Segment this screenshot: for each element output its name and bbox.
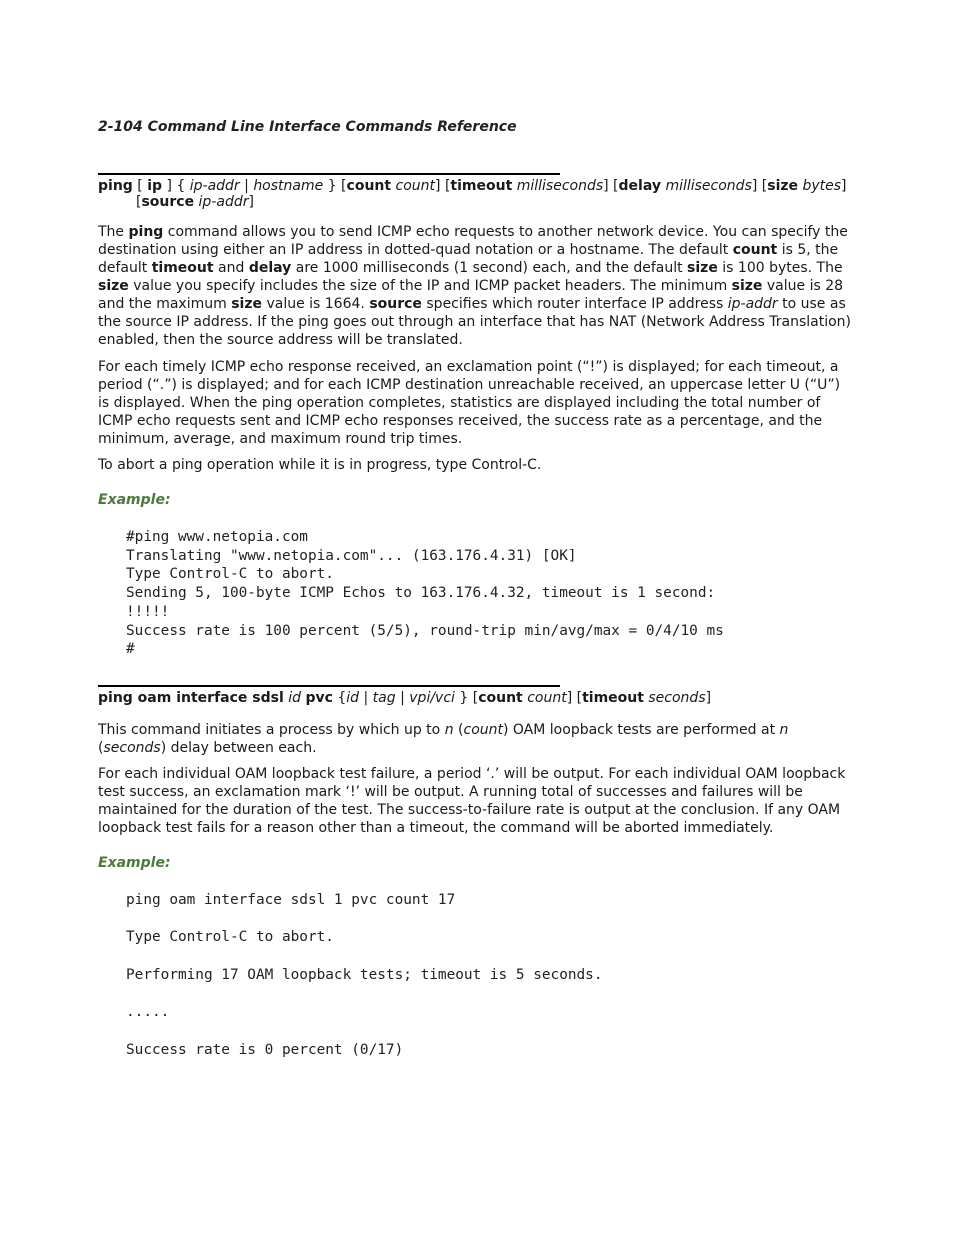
kw-delay: delay [618, 178, 661, 194]
syntax-text: ] [248, 194, 254, 210]
syntax-text: | [359, 690, 373, 706]
syntax-text: ] [ [751, 178, 768, 194]
var-count: count [395, 178, 436, 194]
code-line: ..... [126, 1004, 170, 1021]
ping-oam-description [98, 721, 854, 757]
syntax-text: ] [841, 178, 847, 194]
code-line: ping oam interface sdsl 1 pvc count 17 [126, 892, 456, 908]
text: and [213, 260, 249, 276]
ping-oam-output-description: For each individual OAM loopback test failure, a period ‘.’ will be output. For each individual OAM loopback test success, an exclamation mark ‘!’ will be output. A running total of successes and failures will be maintained for the duration of the test. The success-to-failure rate is output at the conclusion. If any OAM loopback test fails for a reason other than a timeout, the command will be aborted immediately. [98, 766, 846, 836]
var-vpi-vci: vpi/vci [409, 690, 455, 706]
text: to use as the source IP address. If the ping goes out through an interface that has NAT (Network Address Translation) enabled, then the source address will be translated. [98, 296, 852, 348]
syntax-text: [ [136, 194, 142, 210]
code-line: #ping www.netopia.com [126, 529, 308, 545]
text: ( [98, 740, 104, 756]
syntax-text: | [239, 178, 254, 194]
text: value is 1664. [262, 296, 370, 312]
text: value you specify includes the size of the IP and ICMP packet headers. The minimum [128, 278, 732, 294]
code-line: Translating "www.netopia.com"... (163.176.4.31) [OK] [126, 547, 577, 564]
text: value is 28 and the maximum [98, 278, 844, 312]
code-line: Sending 5, 100-byte ICMP Echos to 163.176.4.32, timeout is 1 second: [126, 585, 716, 602]
example-label: Example: [98, 492, 171, 508]
var-id: id [346, 690, 360, 706]
var: ip-addr [727, 296, 778, 312]
syntax-text: ] [ [603, 178, 619, 194]
kw: source [369, 296, 422, 312]
kw: size [687, 260, 718, 276]
code-line: Success rate is 100 percent (5/5), round-trip min/avg/max = 0/4/10 ms [126, 622, 724, 639]
ping-syntax [98, 178, 854, 210]
var-hostname: hostname [253, 178, 324, 194]
kw: size [731, 278, 763, 294]
section-rule [98, 173, 560, 175]
code-line: !!!!! [126, 603, 170, 620]
ping-oam-syntax [98, 690, 854, 706]
syntax-text: { [332, 690, 347, 706]
kw-ip: ip [147, 178, 163, 194]
var: n [444, 722, 454, 738]
kw-pvc: pvc [305, 690, 333, 706]
kw-timeout: timeout [450, 178, 513, 194]
example-label: Example: [98, 855, 171, 871]
var-tag: tag [372, 690, 396, 706]
syntax-text: ] [705, 690, 712, 706]
code-line: Type Control-C to abort. [126, 566, 334, 583]
text: This command initiates a process by which up to [98, 722, 445, 738]
var: n [779, 722, 789, 738]
text: ) OAM loopback tests are performed at [503, 722, 780, 738]
ping-abort-note: To abort a ping operation while it is in progress, type Control-C. [98, 457, 542, 473]
kw: count [732, 242, 778, 258]
ping-syntax-line-2 [98, 194, 854, 210]
text: specifies which router interface IP address [421, 296, 728, 312]
var-milliseconds: milliseconds [516, 178, 604, 194]
syntax-text: | [395, 690, 410, 706]
ping-example-code [126, 528, 724, 659]
kw: ping oam interface sdsl [98, 690, 284, 706]
syntax-text: } [ [454, 690, 479, 706]
var-count: count [527, 690, 567, 706]
page-header: 2-104 Command Line Interface Commands Reference [98, 119, 517, 135]
kw-count: count [478, 690, 523, 706]
text: is 100 bytes. The [717, 260, 843, 276]
kw-timeout: timeout [582, 690, 644, 706]
text: are 1000 milliseconds (1 second) each, and the default [291, 260, 688, 276]
kw: delay [248, 260, 292, 276]
kw: timeout [151, 260, 214, 276]
section-rule [98, 685, 560, 687]
var-ip-addr: ip-addr [189, 178, 240, 194]
var-id: id [288, 690, 301, 706]
syntax-text: } [ [323, 178, 347, 194]
kw-ping: ping [98, 178, 133, 194]
syntax-text: ] [ [435, 178, 451, 194]
code-line: Success rate is 0 percent (0/17) [126, 1041, 404, 1058]
code-line: Performing 17 OAM loopback tests; timeout is 5 seconds. [126, 966, 603, 983]
ping-syntax-line-1 [98, 178, 854, 194]
ping-description [98, 223, 854, 349]
kw: size [98, 278, 129, 294]
code-line: Type Control-C to abort. [126, 929, 334, 946]
kw: ping [128, 224, 164, 240]
ping-output-description: For each timely ICMP echo response received, an exclamation point (“!”) is displayed; for each timeout, a period (“.”) is displayed; and for each ICMP destination unreachable received, an uppercase letter U (“U”) is displayed. When the ping operation completes, statistics are displayed including the total number of ICMP echo requests sent and ICMP echo responses received, the success rate as a percentage, and the minimum, average, and maximum round trip times. [98, 359, 841, 447]
text: ( [453, 722, 464, 738]
kw-source: source [141, 194, 195, 210]
kw: size [231, 296, 262, 312]
var: seconds [103, 740, 161, 756]
kw-size: size [767, 178, 799, 194]
var-milliseconds: milliseconds [665, 178, 752, 194]
var-ip-addr: ip-addr [198, 194, 249, 210]
text: The [98, 224, 129, 240]
syntax-text: [ [132, 178, 148, 194]
var-bytes: bytes [802, 178, 842, 194]
var: count [463, 722, 503, 738]
text: command allows you to send ICMP echo requests to another network device. You can specify the destination using either an IP address in dotted-quad notation or a hostname. The default [98, 224, 848, 258]
code-line: # [126, 641, 135, 658]
ping-oam-example-code [126, 891, 603, 1059]
var-seconds: seconds [648, 690, 706, 706]
syntax-text: ] [ [566, 690, 583, 706]
syntax-text: ] { [162, 178, 190, 194]
text: ) delay between each. [160, 740, 317, 756]
kw-count: count [346, 178, 392, 194]
text: is 5, the default [98, 242, 839, 276]
